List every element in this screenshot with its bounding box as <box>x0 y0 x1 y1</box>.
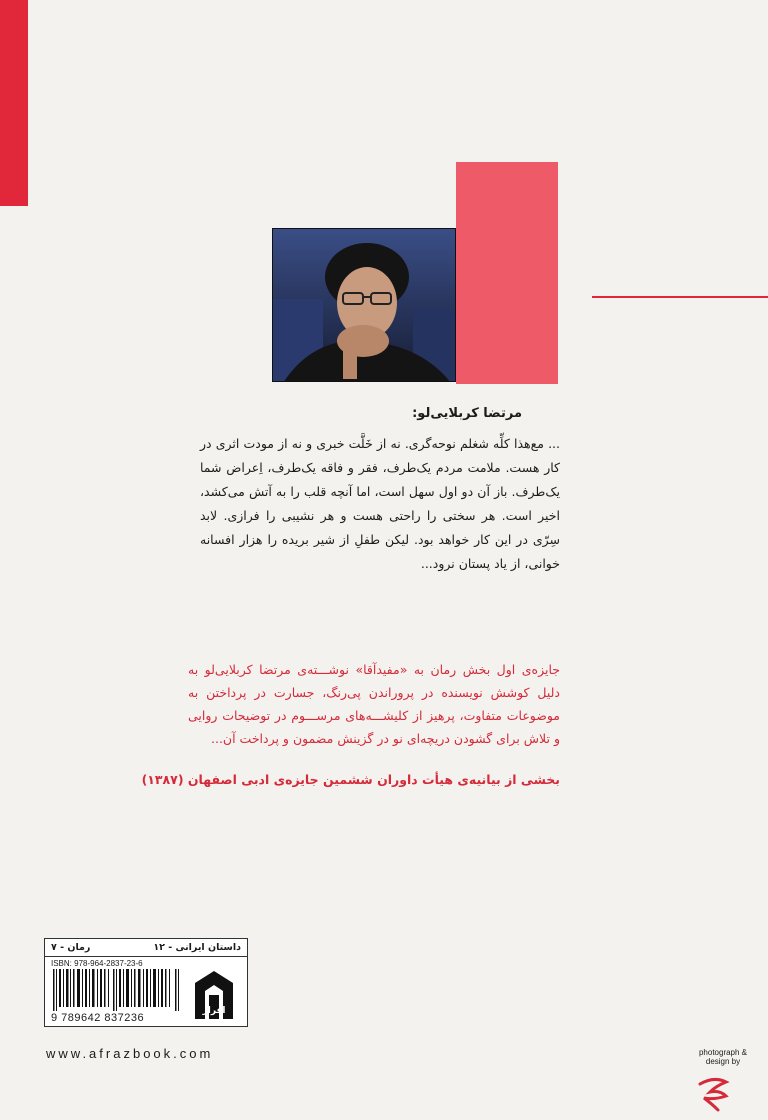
series-row <box>45 939 247 957</box>
design-credit <box>688 1048 758 1066</box>
credit-line-2: design by <box>705 1057 741 1066</box>
logo-text: افراز <box>202 1006 226 1016</box>
right-red-line <box>592 296 768 298</box>
jury-source: بخشی از بیانیه‌ی هیأت داوران ششمین جایزه‌ی ادبی اصفهان (۱۳۸۷) <box>141 772 560 787</box>
designer-signature-icon <box>696 1074 732 1112</box>
barcode-image <box>51 969 183 1011</box>
author-photo <box>272 228 456 382</box>
jury-statement: جایزه‌ی اول بخش رمان به «مفیدآقا» نوشـــته‌ی مرتضا کربلایی‌لو به دلیل کوشش نویسنده در پروراندن پی‌رنگ، جسارت در پرداختن به موضوعات متفاوت، پرهیز از کلیشـــه‌های مرســـوم در توضیحات روایی و تلاش برای گشودن دریچه‌ای نو در گزینش مضمون و پرداخت آن... <box>188 662 560 746</box>
author-portrait-image <box>273 229 456 382</box>
genre-label: رمان - ۷ <box>51 942 91 953</box>
series-label: داستان ایرانی - ۱۲ <box>153 942 241 953</box>
pink-block <box>456 162 558 384</box>
publisher-website[interactable]: www.afrazbook.com <box>46 1046 214 1061</box>
author-quote: ... مع‌هذا کلِّه شغلم نوحه‌گری. نه از خَلَّت خبری و نه از مودت اثری در کار هست. ملامت مردم یک‌طرف، فقر و فاقه یک‌طرف، اِعراض شما یک‌طرف. باز آن دو اول سهل است، اما آنچه قلب را به آتش می‌کشد، اخیر است. هر سختی را راحتی هست و هر نشیبی را فرازی. لابد سِرّی در این کار خواهد بود. لیکن طفلِ از شیر بریده را هزار افسانه خوانی، از یاد پستان نرود... <box>200 436 560 571</box>
isbn-text: ISBN: 978-964-2837-23-6 <box>51 959 143 968</box>
afraz-logo-icon <box>189 969 239 1021</box>
left-red-bar <box>0 0 28 206</box>
credit-line-1: photograph & <box>698 1048 748 1057</box>
author-name: مرتضا کربلایی‌لو: <box>412 406 522 421</box>
book-info-box <box>44 938 248 1027</box>
barcode-digits: 9 789642 837236 <box>51 1012 145 1024</box>
